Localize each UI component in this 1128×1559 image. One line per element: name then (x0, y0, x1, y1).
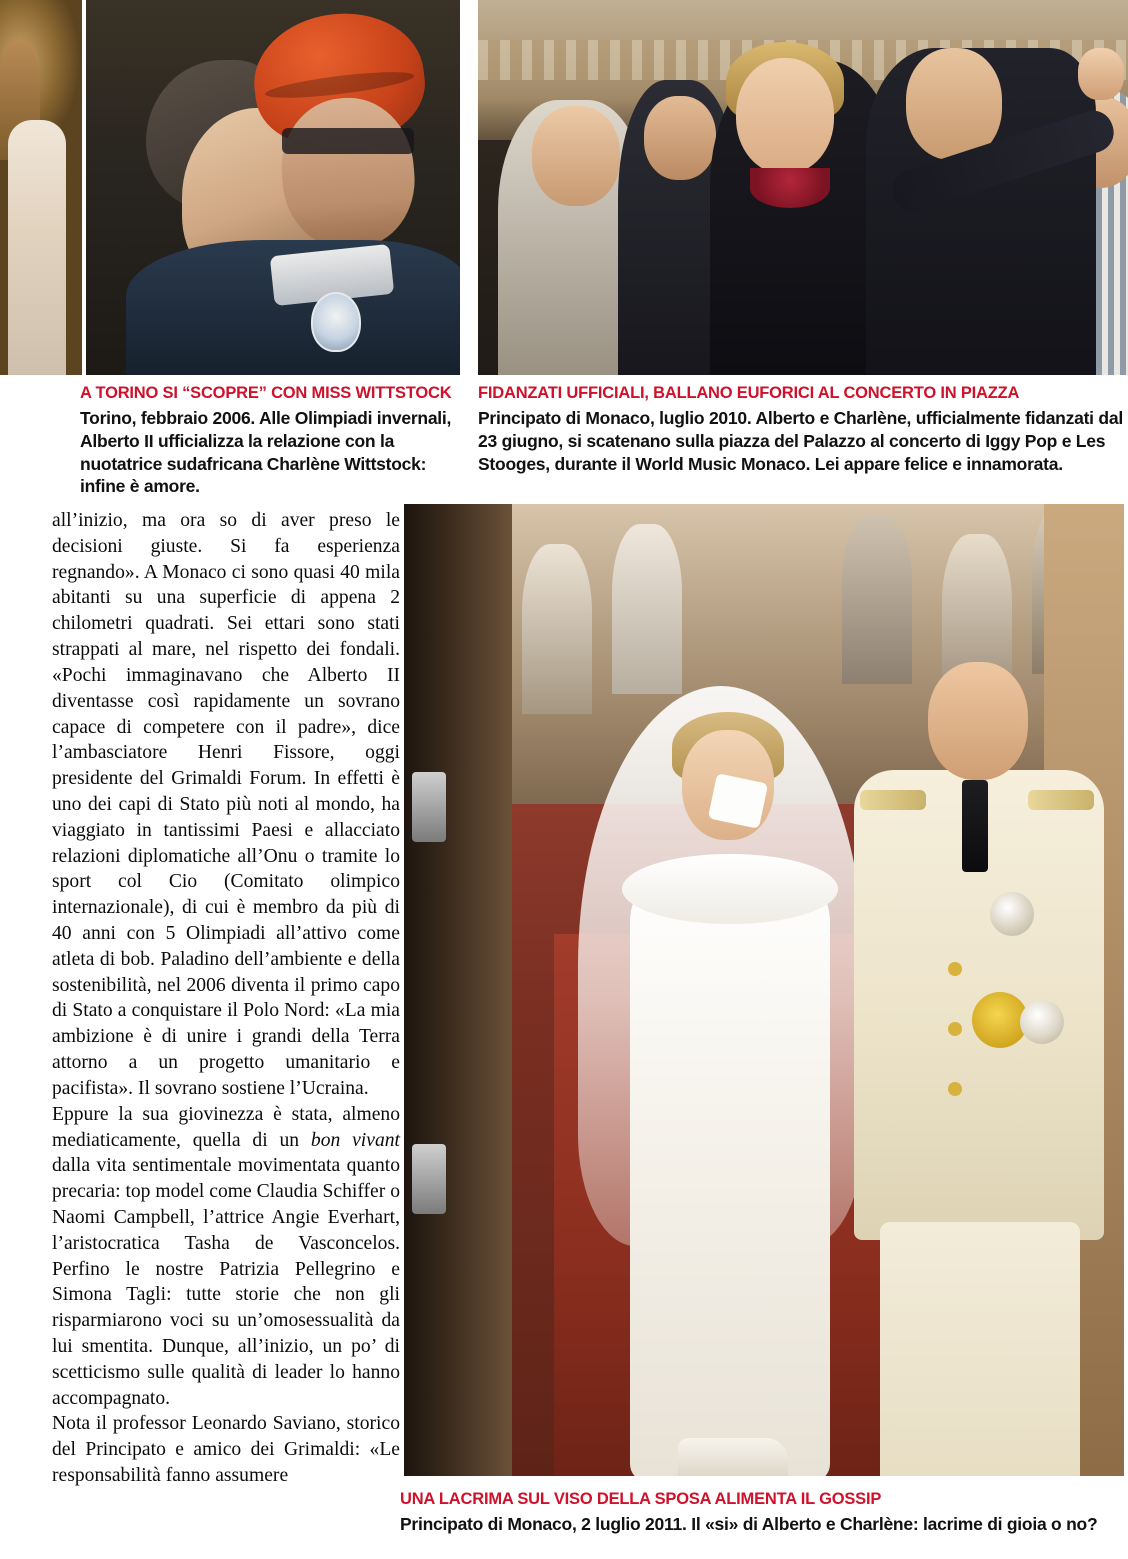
uniform-button-3 (948, 1082, 962, 1096)
epaulette-right (1028, 790, 1094, 810)
caption-concert-text: Principato di Monaco, luglio 2010. Alberto e Charlène, ufficialmente fidanzati dal 23 giugno, si scatenano sulla piazza del Palazzo al concerto di Iggy Pop e Les Stooges, durante il World Music Monaco. Lei appare felice e innamorata. (478, 408, 1123, 474)
caption-wedding-headline: UNA LACRIMA SUL VISO DELLA SPOSA ALIMENTA IL GOSSIP (400, 1490, 882, 1508)
photo-wedding-2011 (404, 504, 1124, 1476)
charlene-face (736, 58, 834, 174)
paragraph-2-italic: bon vivant (310, 1129, 400, 1151)
article-paragraph-3: Nota il professor Leonardo Saviano, storico del Principato e amico dei Grimaldi: «Le responsabilità fanno assumere (52, 1413, 400, 1487)
caption-turin-headline: A TORINO SI “SCOPRE” CON MISS WITTSTOCK (80, 384, 452, 402)
paragraph-2-post: dalla vita sentimentale movimentata quanto precaria: top model come Claudia Schiffer o Naomi Campbell, l’attrice Angie Everhart, l’aristocratica Tasha de Vasconcelos. Perfino le nostre Patrizia Pellegrino e Simona Tagli: tutte storie che non gli risparmiarono voci su un’omosessualità da lui smentita. Dunque, all’inizio, un po’ di scetticismo sulle qualità di leader lo hanno accompagnato. (52, 1155, 400, 1409)
door-hinge-lower (412, 1144, 446, 1214)
bride-figure (586, 686, 856, 1476)
photo-turin-2006 (86, 0, 460, 375)
medal-silver-lower (1020, 1000, 1064, 1044)
groom-figure (844, 662, 1114, 1476)
sunglasses (282, 128, 414, 154)
raised-hand (1078, 48, 1124, 100)
photo-concert-2010 (478, 0, 1128, 375)
article-text-column (52, 508, 400, 1489)
caption-wedding-text: Principato di Monaco, 2 luglio 2011. Il «si» di Alberto e Charlène: lacrime di gioia o no? (400, 1514, 1098, 1534)
strip-figure-lower (8, 120, 66, 375)
medal-silver-upper (990, 892, 1034, 936)
uniform-button-2 (948, 1022, 962, 1036)
groom-face (928, 662, 1028, 780)
dress-shoulder (622, 854, 838, 924)
caption-turin (80, 384, 466, 498)
uniform-trousers (880, 1222, 1080, 1476)
top-photo-row (0, 0, 1128, 375)
caption-concert (478, 384, 1128, 475)
wedding-dress (630, 862, 830, 1476)
paragraph-2-pre: Eppure la sua giovinezza è stata, almeno mediaticamente, quella di un (52, 1103, 400, 1151)
article-paragraph-1: all’inizio, ma ora so di aver preso le decisioni giuste. Si fa esperienza regnando». A Monaco ci sono quasi 40 mila abitanti su una superficie di appena 2 chilometri quadrati. Sei ettari sono stati strappati al mare, nel rispetto dei fondali. «Pochi immaginavano che Alberto II diventasse così rapidamente un sovrano capace di competere con il padre», dice l’ambasciatore Henri Fissore, oggi presidente del Grimaldi Forum. In effetti è uno dei capi di Stato più noti al mondo, ha viaggiato in tantissimi Paesi e allacciato relazioni diplomatiche all’Onu o tramite lo sport col Cio (Comitato olimpico internazionale), di cui è membro da più di 40 anni con 5 Olimpiadi all’attivo come atleta di bob. Paladino dell’ambiente e della sostenibilità, nel 2006 diventa il primo capo di Stato a conquistare il Polo Nord: «La mia ambizione è di unire i grandi della Terra attorno a un progetto umanitario e pacifista». Il sovrano sostiene l’Ucraina. (52, 510, 400, 1099)
caption-turin-text: Torino, febbraio 2006. Alle Olimpiadi invernali, Alberto II ufficializza la relazione con la nuotatrice sudafricana Charlène Wittstock: infine è amore. (80, 408, 452, 497)
bride-shoe (678, 1438, 788, 1476)
caption-concert-headline: FIDANZATI UFFICIALI, BALLANO EUFORICI AL CONCERTO IN PIAZZA (478, 384, 1020, 402)
photo-edge-strip (0, 0, 82, 375)
door-hinge-upper (412, 772, 446, 842)
black-tie (962, 780, 988, 872)
accreditation-badge (311, 292, 361, 352)
caption-wedding (400, 1490, 1100, 1536)
red-necklace (750, 168, 830, 208)
uniform-button-1 (948, 962, 962, 976)
door-frame (404, 504, 512, 1476)
epaulette-left (860, 790, 926, 810)
article-paragraph-2 (52, 1102, 400, 1412)
